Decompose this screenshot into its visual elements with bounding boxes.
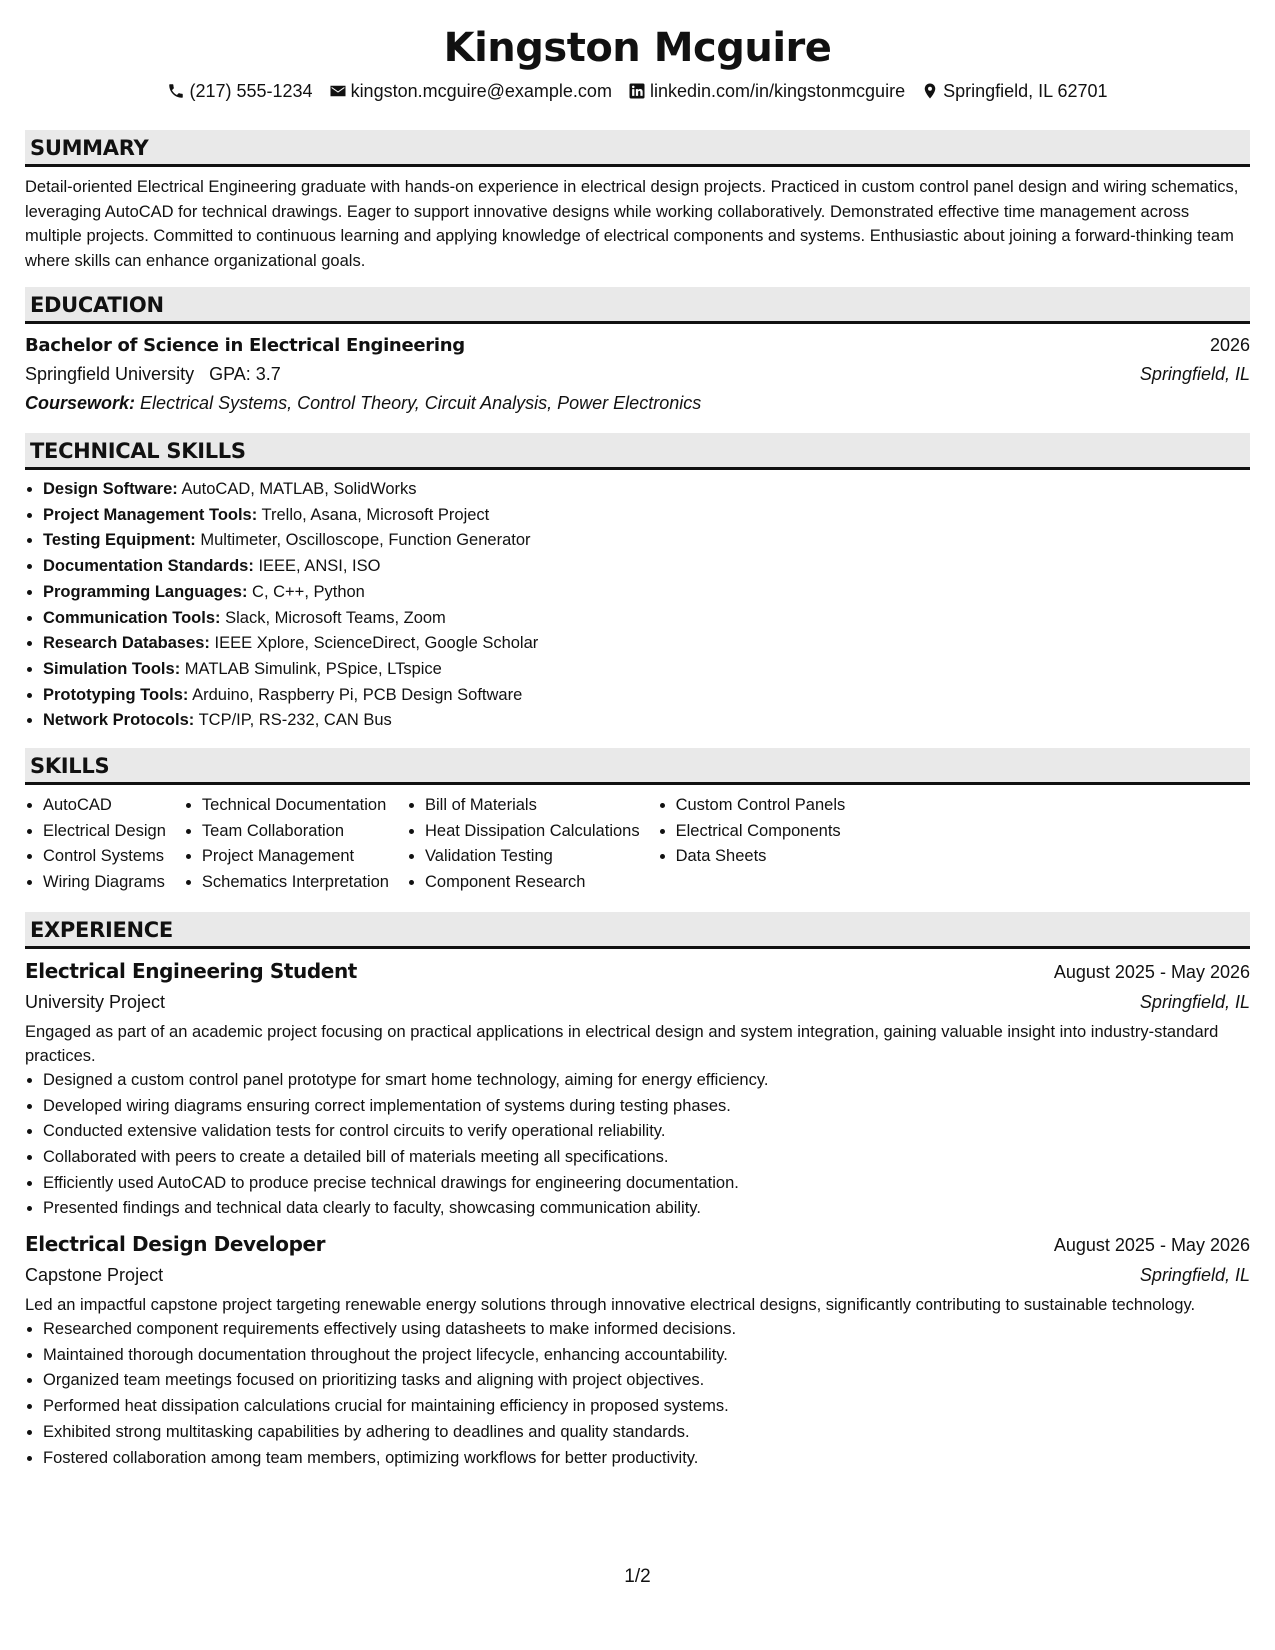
job-bullets	[25, 1317, 1250, 1471]
job-description: Engaged as part of an academic project focusing on practical applications in electrical design and system integration, gaining valuable insight into industry-standard practices.	[25, 1022, 1219, 1065]
list-item: • Presented findings and technical data clearly to faculty, showcasing communication ability.	[43, 1196, 1250, 1222]
job-2	[25, 1230, 1250, 1471]
list-item: • Technical Documentation	[202, 793, 389, 819]
technical-skills-list	[25, 477, 1250, 734]
contact-phone	[167, 80, 312, 102]
technical-skills-heading: TECHNICAL SKILLS	[25, 433, 1250, 470]
coursework-list: Electrical Systems, Control Theory, Circuit Analysis, Power Electronics	[140, 393, 702, 413]
list-item: • Organized team meetings focused on prioritizing tasks and aligning with project objectives.	[43, 1368, 1250, 1394]
experience-heading: EXPERIENCE	[25, 912, 1250, 949]
skills-section	[25, 748, 1250, 896]
email-text[interactable]: kingston.mcguire@example.com	[350, 81, 612, 101]
contact-linkedin[interactable]	[628, 80, 905, 102]
list-item: • Maintained thorough documentation throughout the project lifecycle, enhancing accountability.	[43, 1343, 1250, 1369]
list-item: • Collaborated with peers to create a detailed bill of materials meeting all specifications.	[43, 1145, 1250, 1171]
coursework	[25, 389, 1250, 417]
list-item: • Performed heat dissipation calculations crucial for maintaining efficiency in proposed systems.	[43, 1394, 1250, 1420]
list-item: • Conducted extensive validation tests for control circuits to verify operational reliability.	[43, 1119, 1250, 1145]
list-item: • Documentation Standards: IEEE, ANSI, ISO	[43, 554, 1250, 580]
job-org: University Project	[25, 991, 166, 1012]
list-item: • AutoCAD	[43, 793, 166, 819]
skills-heading: SKILLS	[25, 748, 1250, 785]
list-item: • Component Research	[425, 870, 640, 896]
skills-column-2	[184, 793, 389, 896]
linkedin-icon	[628, 82, 646, 100]
phone-icon	[167, 82, 185, 100]
job-1	[25, 957, 1250, 1222]
job-location: Springfield, IL	[1139, 1265, 1250, 1286]
list-item: • Exhibited strong multitasking capabilities by adhering to deadlines and quality standards.	[43, 1420, 1250, 1446]
list-item: • Control Systems	[43, 844, 166, 870]
list-item: • Custom Control Panels	[676, 793, 846, 819]
list-item: • Project Management Tools: Trello, Asana, Microsoft Project	[43, 503, 1250, 529]
list-item: • Research Databases: IEEE Xplore, ScienceDirect, Google Scholar	[43, 631, 1250, 657]
list-item: • Simulation Tools: MATLAB Simulink, PSpice, LTspice	[43, 657, 1250, 683]
job-bullets	[25, 1068, 1250, 1222]
education-row-2	[25, 359, 1250, 389]
education-section	[25, 287, 1250, 417]
location-text: Springfield, IL 62701	[943, 81, 1108, 101]
list-item: • Designed a custom control panel prototype for smart home technology, aiming for energy efficiency.	[43, 1068, 1250, 1094]
list-item: • Programming Languages: C, C++, Python	[43, 580, 1250, 606]
job-dates: August 2025 - May 2026	[1053, 961, 1250, 982]
coursework-label: Coursework:	[25, 393, 136, 413]
list-item: • Data Sheets	[676, 844, 846, 870]
job-org: Capstone Project	[25, 1265, 164, 1286]
education-row-1	[25, 332, 1250, 359]
degree-title: Bachelor of Science in Electrical Engineering	[25, 335, 465, 356]
phone-text: (217) 555-1234	[189, 81, 313, 101]
job-subheader	[25, 986, 1250, 1018]
envelope-icon	[329, 82, 347, 100]
school-name: Springfield University	[25, 364, 195, 384]
skills-column-3	[407, 793, 640, 896]
school-location: Springfield, IL	[1139, 364, 1250, 384]
list-item: • Project Management	[202, 844, 389, 870]
contact-location	[921, 80, 1107, 102]
technical-skills-section	[25, 433, 1250, 734]
list-item: • Communication Tools: Slack, Microsoft Teams, Zoom	[43, 606, 1250, 632]
job-description: Led an impactful capstone project targeting renewable energy solutions through innovative electrical designs, significantly contributing to sustainable technology.	[25, 1296, 1196, 1315]
map-pin-icon	[921, 82, 939, 100]
list-item: • Researched component requirements effectively using datasheets to make informed decisions.	[43, 1317, 1250, 1343]
summary-section	[25, 130, 1250, 273]
contact-email[interactable]	[329, 80, 612, 102]
skills-column-1	[25, 793, 166, 896]
list-item: • Prototyping Tools: Arduino, Raspberry Pi, PCB Design Software	[43, 683, 1250, 709]
job-header	[25, 957, 1250, 986]
experience-section	[25, 912, 1250, 1471]
job-subheader	[25, 1259, 1250, 1291]
contact-bar	[25, 80, 1250, 102]
job-dates: August 2025 - May 2026	[1053, 1235, 1250, 1256]
education-heading: EDUCATION	[25, 287, 1250, 324]
school-line	[25, 359, 281, 389]
resume-page	[25, 0, 1250, 1471]
page-number: 1/2	[624, 1566, 651, 1587]
list-item: • Efficiently used AutoCAD to produce precise technical drawings for engineering documentation.	[43, 1171, 1250, 1197]
linkedin-text[interactable]: linkedin.com/in/kingstonmcguire	[649, 81, 906, 101]
list-item: • Electrical Design	[43, 819, 166, 845]
summary-text: Detail-oriented Electrical Engineering graduate with hands-on experience in electrical design projects. Practiced in custom control panel design and wiring schematics, leveraging AutoCAD for technical drawings. Eager to support innovative designs while working collaboratively. Demonstrated effective time management across multiple projects. Committed to continuous learning and applying knowledge of electrical components and systems. Enthusiastic about joining a forward-thinking team where skills can enhance organizational goals.	[25, 178, 1239, 270]
job-title: Electrical Engineering Student	[25, 958, 357, 983]
list-item: • Network Protocols: TCP/IP, RS-232, CAN Bus	[43, 708, 1250, 734]
job-title: Electrical Design Developer	[25, 1232, 326, 1257]
list-item: • Electrical Components	[676, 819, 846, 845]
graduation-year: 2026	[1209, 335, 1250, 355]
list-item: • Developed wiring diagrams ensuring correct implementation of systems during testing phases.	[43, 1094, 1250, 1120]
list-item: • Schematics Interpretation	[202, 870, 389, 896]
list-item: • Validation Testing	[425, 844, 640, 870]
summary-heading: SUMMARY	[25, 130, 1250, 167]
job-header	[25, 1230, 1250, 1259]
list-item: • Testing Equipment: Multimeter, Oscilloscope, Function Generator	[43, 528, 1250, 554]
list-item: • Heat Dissipation Calculations	[425, 819, 640, 845]
list-item: • Design Software: AutoCAD, MATLAB, SolidWorks	[43, 477, 1250, 503]
candidate-name: Kingston Mcguire	[443, 25, 832, 71]
job-location: Springfield, IL	[1139, 991, 1250, 1012]
skills-grid	[25, 793, 1250, 896]
list-item: • Team Collaboration	[202, 819, 389, 845]
list-item: • Wiring Diagrams	[43, 870, 166, 896]
gpa: GPA: 3.7	[209, 364, 281, 384]
list-item: • Fostered collaboration among team members, optimizing workflows for better productivity.	[43, 1446, 1250, 1472]
list-item: • Bill of Materials	[425, 793, 640, 819]
skills-column-4	[658, 793, 846, 896]
